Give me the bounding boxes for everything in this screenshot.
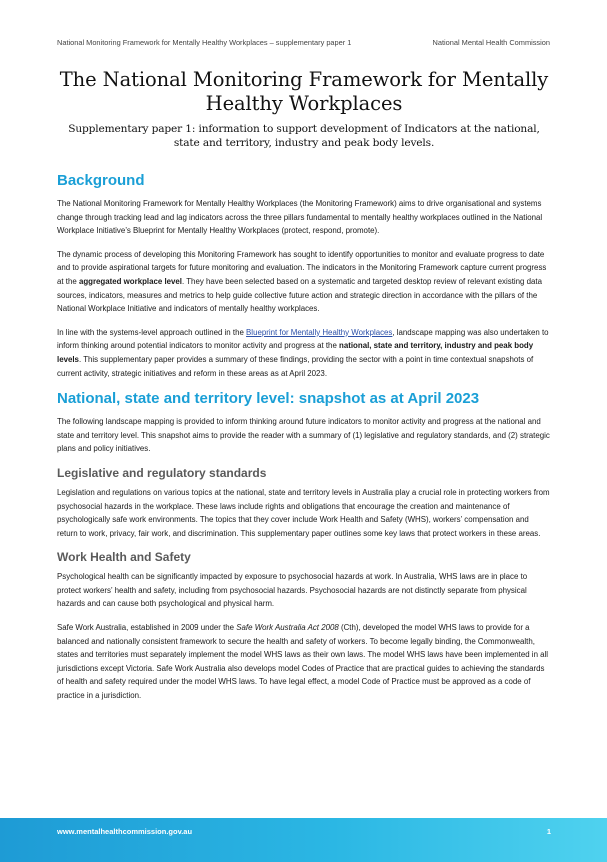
- background-p2-text-b: . They have been selected based on a systematic and targeted desktop review of relevant existing data sources, indicators, measures and metrics to help guide collective future action and strategic direction in accordance with the pillars of the National Workplace Initiative and indicators of mentally healthy workplaces.: [57, 276, 542, 314]
- background-paragraph-1: The National Monitoring Framework for Mentally Healthy Workplaces (the Monitoring Framework) aims to drive organisational and systems change through tracking lead and lag indicators across the three pillars fundamental to mentally healthy workplaces outlined in the National Workplace Initiative’s Blueprint for Mentally Healthy Workplaces (protect, respond, promote).: [57, 199, 543, 236]
- page-content: [57, 68, 551, 713]
- whs-p2-italic: Safe Work Australia Act 2008: [236, 623, 339, 633]
- footer-bar: [0, 818, 607, 862]
- background-p3-text-b: , landscape mapping was also undertaken to inform thinking around potential indicators to monitor activity and progress at the: [57, 327, 549, 351]
- whs-p2-text-b: (Cth), developed the model WHS laws to provide for a balanced and nationally consistent framework to secure the health and safety of workers. To become legally binding, the Commonwealth, states and territories must separately implement the model WHS laws as their own laws. The model WHS laws have been implemented in all jurisdictions except Victoria. Safe Work Australia also develops model Codes of Practice that are practical guides to achieving the standards of health and safety required under the model WHS laws. To have legal effect, a model Code of Practice must be approved as a code of practice in a jurisdiction.: [57, 623, 549, 701]
- background-p2-bold: aggregated workplace level: [78, 276, 182, 286]
- legislative-heading: Legislative and regulatory standards: [57, 465, 267, 480]
- running-header-organisation: National Mental Health Commission: [432, 38, 550, 47]
- legislative-paragraph-1: Legislation and regulations on various topics at the national, state and territory levels in Australia play a crucial role in protecting workers from psychosocial hazards in the workplace. These laws include rights and obligations that encourage the creation and maintenance of psychologically safe work environments. The topics that they cover include Work Health and Safety (WHS), workers’ compensation and return to work, privacy, fair work, and discrimination. This supplementary paper outlines some key laws that protect workers in these areas.: [57, 487, 550, 538]
- whs-p2-text-a: Safe Work Australia, established in 2009 under the: [57, 623, 237, 633]
- running-header: [57, 38, 550, 47]
- document-subtitle: Supplementary paper 1: information to support development of Indicators at the national, state and territory, industry and peak body levels.: [68, 123, 540, 149]
- background-paragraph-2: [57, 248, 551, 316]
- whs-heading: Work Health and Safety: [57, 550, 191, 565]
- national-heading: National, state and territory level: snapshot as at April 2023: [57, 390, 480, 408]
- background-heading: Background: [57, 172, 145, 189]
- background-p3-text-c: . This supplementary paper provides a summary of these findings, providing the sector with a point in time contextual snapshots of current activity, strategic initiatives and reform in these areas as at April 2023.: [57, 354, 534, 378]
- running-header-title: National Monitoring Framework for Mentally Healthy Workplaces – supplementary paper 1: [57, 38, 352, 47]
- background-paragraph-3: [57, 326, 551, 380]
- background-p3-bold: national, state and territory, industry and peak body levels: [57, 341, 534, 364]
- footer-website-link[interactable]: www.mentalhealthcommission.gov.au: [57, 827, 193, 836]
- national-paragraph-1: The following landscape mapping is provided to inform thinking around future indicators to monitor activity and progress at the national and state and territory level. This snapshot aims to provide the reader with a summary of (1) legislative and regulatory standards, and (2) strategic plans and policy initiatives.: [57, 417, 550, 454]
- background-p3-text-a: In line with the systems-level approach outlined in the: [57, 327, 247, 337]
- page-number: 1: [546, 827, 551, 836]
- whs-paragraph-1: Psychological health can be significantly impacted by exposure to psychosocial hazards at work. In Australia, WHS laws are in place to protect workers’ health and safety, including from psychosocial hazards. Psychosocial hazards are not distinctly separate from physical hazards and can cause both psychological and physical harm.: [57, 572, 528, 609]
- whs-paragraph-2: [57, 621, 551, 703]
- document-title: The National Monitoring Framework for Mentally Healthy Workplaces: [59, 68, 549, 115]
- background-p2-text-a: The dynamic process of developing this Monitoring Framework has sought to identify opportunities to monitor and evaluate progress to date and to provide aspirational targets for future monitoring and evaluation. The indicators in the Monitoring Framework capture current progress at the: [57, 249, 547, 286]
- blueprint-link[interactable]: Blueprint for Mentally Healthy Workplaces: [246, 327, 393, 337]
